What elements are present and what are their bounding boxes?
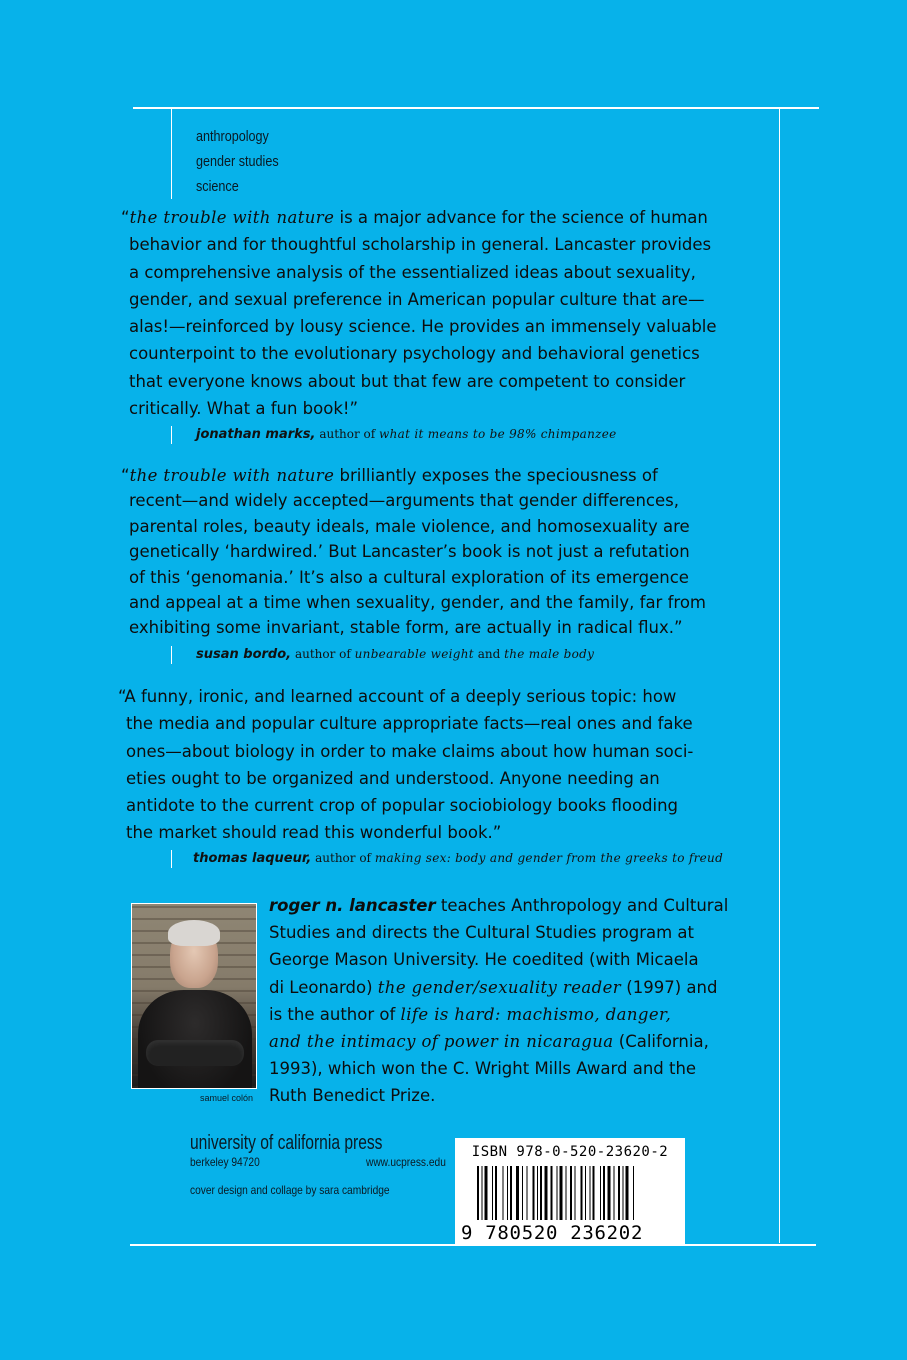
quote-line: a comprehensive analysis of the essentialized ideas about sexuality, [129,262,696,282]
reviewer-work: the male body [504,647,595,661]
category-science: science [196,178,239,195]
category-anthropology: anthropology [196,128,269,145]
isbn-barcode [455,1138,685,1245]
quote-line: “the trouble with nature is a major advance for the science of human [121,208,708,227]
attribution-tick-3 [171,850,172,868]
reviewer-name: thomas laqueur, [193,851,312,866]
right-vertical-rule [779,107,780,1243]
blurb-attribution-2: susan bordo, author of unbearable weight and the male body [196,647,595,662]
quote-line: and appeal at a time when sexuality, gender, and the family, far from [129,593,706,613]
book-title: the trouble with nature [129,466,335,485]
book-title: the gender/sexuality reader [377,977,622,997]
quote-line: “the trouble with nature brilliantly exposes the speciousness of [121,466,658,485]
barcode-bars [477,1166,667,1226]
attribution-tick-2 [171,646,172,664]
attribution-tick-1 [171,426,172,444]
subject-categories [196,124,279,199]
quote-line: genetically ‘hardwired.’ But Lancaster’s book is not just a refutation [129,542,690,562]
blurb-quote-1 [121,204,717,422]
quote-line: exhibiting some invariant, stable form, are actually in radical flux.” [129,618,683,638]
quote-line: eties ought to be organized and understood. Anyone needing an [126,768,660,788]
book-title: life is hard: machismo, danger, [400,1004,672,1024]
publisher-city: berkeley 94720 [190,1155,260,1169]
book-title: the trouble with nature [129,208,335,227]
cover-credit: cover design and collage by sara cambridge [190,1183,390,1197]
quote-line: the market should read this wonderful book.” [126,823,502,843]
quote-line: ones—about biology in order to make claims about how human soci- [126,741,694,761]
blurb-attribution-1: jonathan marks, author of what it means to be 98% chimpanzee [196,427,617,442]
reviewer-name: jonathan marks, [196,427,316,442]
reviewer-work: what it means to be 98% chimpanzee [379,427,617,441]
photo-credit: samuel colón [200,1093,254,1103]
quote-line: of this ‘genomania.’ It’s also a cultural exploration of its emergence [129,567,689,587]
reviewer-name: susan bordo, [196,647,292,662]
quote-line: the media and popular culture appropriate facts—real ones and fake [126,714,693,734]
quote-line: “A funny, ironic, and learned account of a deeply serious topic: how [118,687,677,706]
publisher-block [190,1132,470,1197]
category-gender-studies: gender studies [196,153,279,170]
quote-line: gender, and sexual preference in American popular culture that are— [129,289,705,309]
author-photo [131,903,257,1089]
blurb-attribution-3: thomas laqueur, author of making sex: body and gender from the greeks to freud [193,851,724,866]
quote-line: that everyone knows about but that few are competent to consider [129,371,686,391]
quote-line: behavior and for thoughtful scholarship in general. Lancaster provides [129,235,712,255]
isbn-number: ISBN 978-0-520-23620-2 [471,1144,669,1160]
blurb-quote-3 [118,683,693,847]
quote-line: alas!—reinforced by lousy science. He provides an immensely valuable [129,317,717,337]
author-bio: roger n. lancaster teaches Anthropology and Cultural Studies and directs the Cultural Studies program at George Mason University. He coedited (with Micaela di Leonardo) the gender/sexuality reader (1997) and is the author of life is hard: machismo, danger, and the intimacy of power in nicaragua (California, 1993), which won the C. Wright Mills Award and the Ruth Benedict Prize. [269,896,729,1106]
quote-line: parental roles, beauty ideals, male violence, and homosexuality are [129,516,690,536]
quote-line: counterpoint to the evolutionary psychology and behavioral genetics [129,344,700,364]
quote-line: recent—and widely accepted—arguments that gender differences, [129,491,679,511]
quote-line: antidote to the current crop of popular sociobiology books flooding [126,796,679,816]
publisher-address [190,1155,446,1169]
author-name: roger n. lancaster [269,896,436,915]
reviewer-work: unbearable weight [354,647,474,661]
book-title: and the intimacy of power in nicaragua [269,1032,614,1052]
left-vertical-rule [171,107,172,199]
publisher-url: www.ucpress.edu [365,1155,446,1169]
blurb-quote-2 [121,463,706,641]
top-rule [133,107,819,109]
barcode-digits: 9 780520 236202 [461,1222,644,1244]
publisher-name: university of california press [190,1132,383,1154]
quote-line: critically. What a fun book!” [129,399,359,419]
reviewer-work: making sex: body and gender from the greeks to freud [374,851,724,865]
